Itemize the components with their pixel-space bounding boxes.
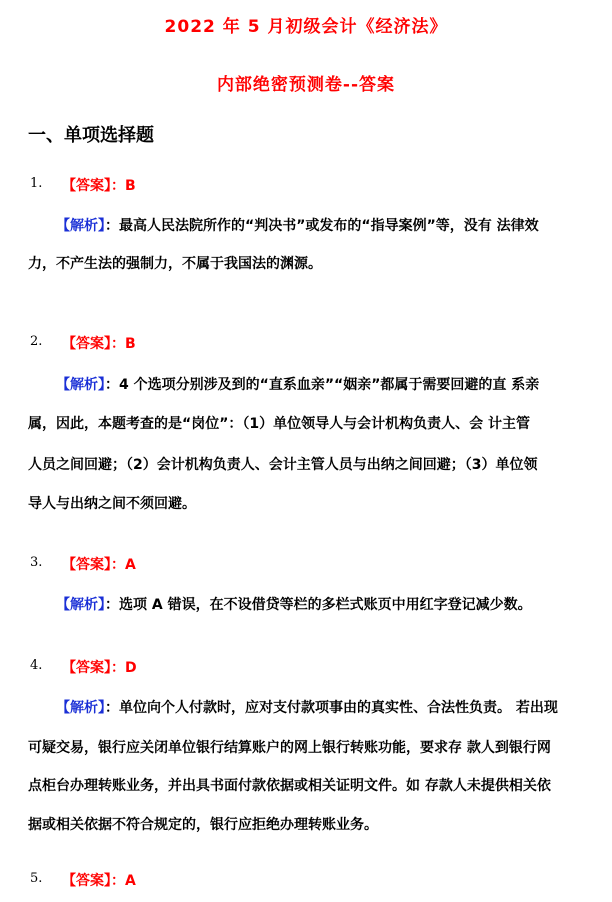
explanation-line: 可疑交易，银行应关闭单位银行结算账户的网上银行转账功能，要求存 款人到银行网: [28, 740, 551, 756]
answer-line: [62, 175, 136, 195]
answer-value: A: [125, 557, 136, 573]
explanation-line: 据或相关依据不符合规定的，银行应拒绝办理转账业务。: [28, 817, 378, 833]
answer-colon: ：: [111, 660, 125, 676]
explanation-colon: ：: [105, 218, 119, 234]
answer-line: [62, 333, 136, 353]
answer-colon: ：: [111, 336, 125, 352]
answer-tag: 【答案】: [62, 557, 111, 573]
explanation-line: [56, 215, 539, 235]
explanation-text: 选项 A 错误，在不设借贷等栏的多栏式账页中用红字登记减少数。: [119, 597, 532, 613]
explanation-line: 属，因此，本题考查的是“岗位”：（1）单位领导人与会计机构负责人、会 计主管: [28, 416, 531, 432]
explanation-colon: ：: [105, 597, 119, 613]
answer-tag: 【答案】: [62, 660, 111, 676]
answer-value: D: [125, 660, 137, 676]
document-title: 2022 年 5 月初级会计《经济法》: [164, 17, 448, 37]
answer-colon: ：: [111, 178, 125, 194]
explanation-tag: 【解析】: [56, 597, 105, 613]
question-number: 5.: [30, 871, 43, 886]
explanation-line: [56, 594, 532, 614]
explanation-text: 最高人民法院所作的“判决书”或发布的“指导案例”等，没有 法律效: [119, 218, 539, 234]
explanation-line: [56, 374, 539, 394]
explanation-colon: ：: [105, 700, 119, 716]
answer-tag: 【答案】: [62, 178, 111, 194]
section-heading: 一、单项选择题: [28, 125, 154, 146]
answer-line: [62, 657, 137, 677]
document-subtitle: 内部绝密预测卷--答案: [216, 75, 396, 95]
question-number: 1.: [30, 176, 43, 191]
explanation-line: 导人与出纳之间不须回避。: [28, 496, 196, 512]
explanation-line: 人员之间回避；（2）会计机构负责人、会计主管人员与出纳之间回避；（3）单位领: [28, 457, 538, 473]
answer-tag: 【答案】: [62, 336, 111, 352]
answer-tag: 【答案】: [62, 873, 111, 889]
answer-colon: ：: [111, 873, 125, 889]
explanation-text: 4 个选项分别涉及到的“直系血亲”“姻亲”都属于需要回避的直 系亲: [119, 377, 540, 393]
explanation-text: 单位向个人付款时，应对支付款项事由的真实性、合法性负责。 若出现: [119, 700, 558, 716]
explanation-tag: 【解析】: [56, 377, 105, 393]
answer-value: B: [125, 178, 136, 194]
explanation-line: 点柜台办理转账业务，并出具书面付款依据或相关证明文件。如 存款人未提供相关依: [28, 778, 551, 794]
question-number: 3.: [30, 555, 43, 570]
explanation-line: [56, 697, 558, 717]
question-number: 2.: [30, 334, 43, 349]
explanation-tag: 【解析】: [56, 700, 105, 716]
explanation-colon: ：: [105, 377, 119, 393]
answer-value: A: [125, 873, 136, 889]
question-number: 4.: [30, 658, 43, 673]
explanation-tag: 【解析】: [56, 218, 105, 234]
answer-value: B: [125, 336, 136, 352]
answer-line: [62, 554, 136, 574]
explanation-line: 力，不产生法的强制力，不属于我国法的渊源。: [28, 256, 322, 272]
answer-line: [62, 870, 136, 890]
answer-colon: ：: [111, 557, 125, 573]
